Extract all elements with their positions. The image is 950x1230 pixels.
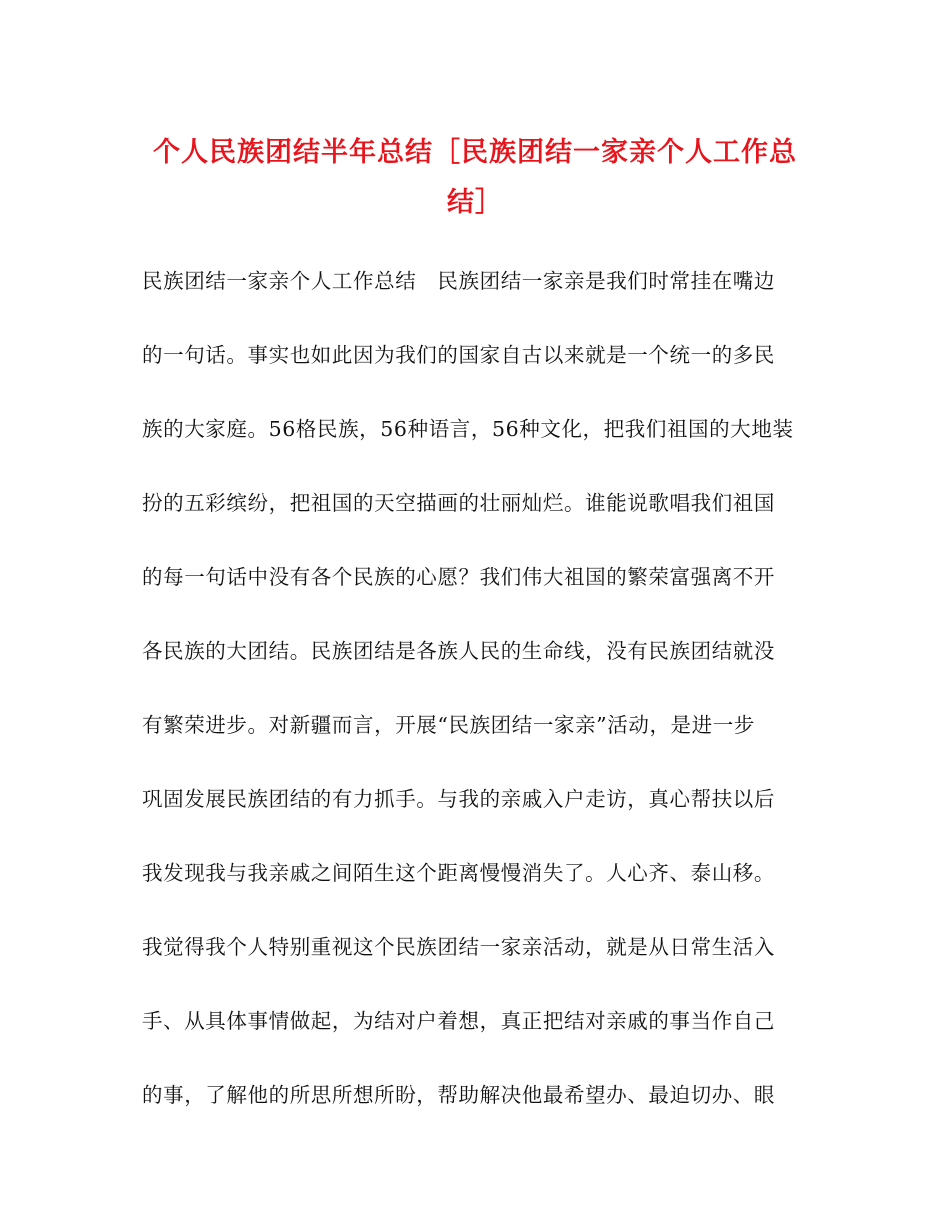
body-line-5: 的每一句话中没有各个民族的心愿？我们伟大祖国的繁荣富强离不开 bbox=[142, 565, 775, 589]
body-line-2: 的一句话。事实也如此因为我们的国家自古以来就是一个统一的多民 bbox=[142, 343, 775, 367]
body-line-7: 有繁荣进步。对新疆而言，开展“民族团结一家亲”活动，是进一步 bbox=[142, 713, 755, 737]
body-line-1: 民族团结一家亲个人工作总结 民族团结一家亲是我们时常挂在嘴边 bbox=[142, 269, 775, 293]
document-title bbox=[140, 128, 810, 228]
body-line-10: 我觉得我个人特别重视这个民族团结一家亲活动，就是从日常生活入 bbox=[142, 935, 775, 959]
document-body bbox=[142, 262, 810, 1150]
body-line-11: 手、从具体事情做起，为结对户着想，真正把结对亲戚的事当作自己 bbox=[142, 1009, 775, 1033]
title-line-2: 结］ bbox=[447, 187, 503, 218]
body-line-8: 巩固发展民族团结的有力抓手。与我的亲戚入户走访，真心帮扶以后 bbox=[142, 787, 775, 811]
body-line-6: 各民族的大团结。民族团结是各族人民的生命线，没有民族团结就没 bbox=[142, 639, 775, 663]
body-line-9: 我发现我与我亲戚之间陌生这个距离慢慢消失了。人心齐、泰山移。 bbox=[142, 861, 775, 885]
body-line-12: 的事，了解他的所思所想所盼，帮助解决他最希望办、最迫切办、眼 bbox=[142, 1083, 775, 1107]
body-line-3: 族的大家庭。56格民族，56种语言，56种文化，把我们祖国的大地装 bbox=[142, 417, 794, 441]
title-line-1: 个人民族团结半年总结［民族团结一家亲个人工作总 bbox=[153, 137, 797, 168]
body-line-4: 扮的五彩缤纷，把祖国的天空描画的壮丽灿烂。谁能说歌唱我们祖国 bbox=[142, 491, 775, 515]
